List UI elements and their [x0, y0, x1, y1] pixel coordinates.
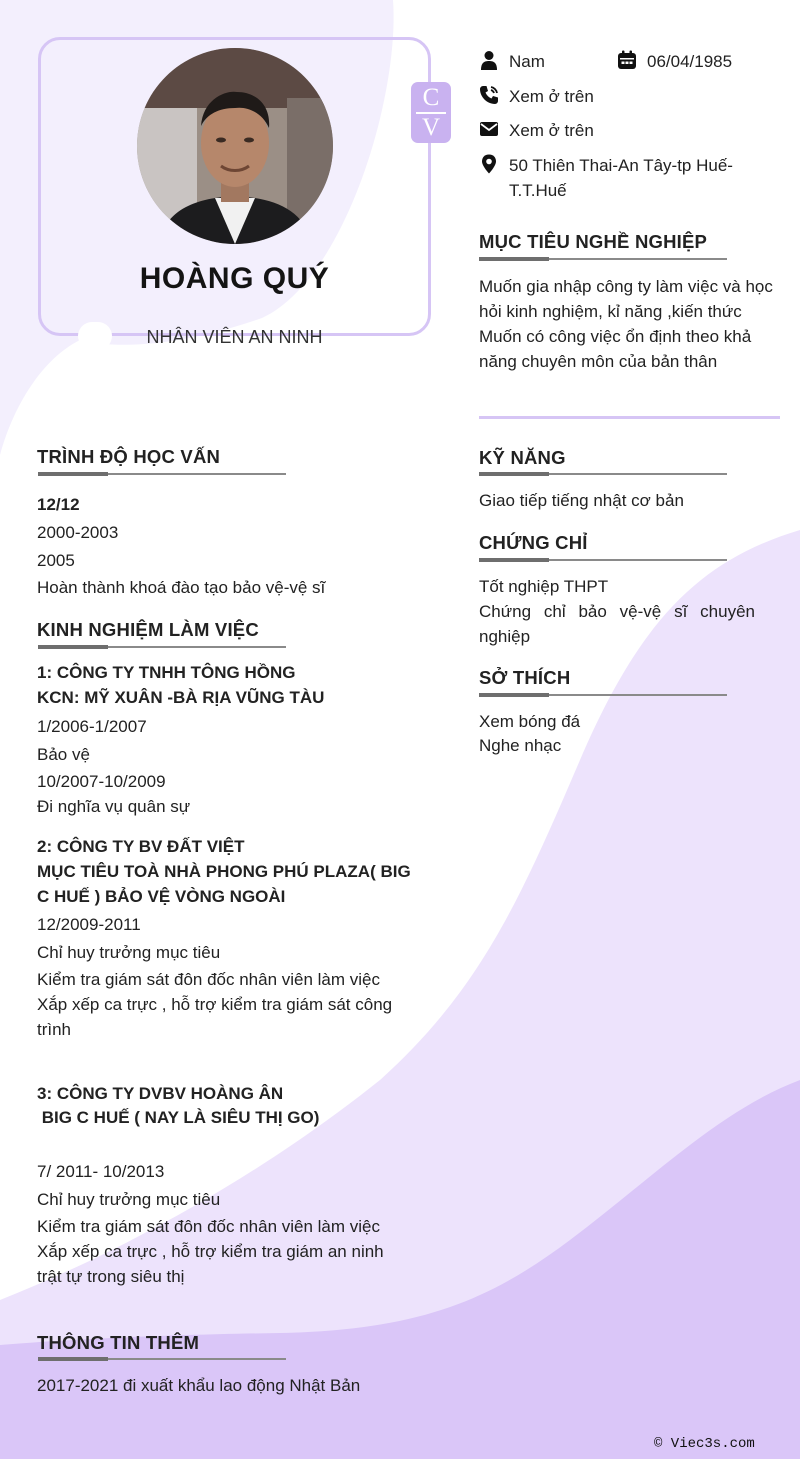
career-goal-heading: MỤC TIÊU NGHỀ NGHIỆP: [479, 231, 708, 252]
job3-duty-3: trật tự trong siêu thị: [37, 1267, 185, 1286]
watermark: © Viec3s.com: [654, 1436, 755, 1452]
phone-value: Xem ở trên: [509, 87, 594, 106]
email-icon: [478, 118, 500, 140]
gender-value: Nam: [509, 52, 545, 71]
job2-duty-1: Kiểm tra giám sát đôn đốc nhân viên làm việc: [37, 970, 381, 989]
education-level: 12/12: [37, 495, 80, 514]
education-period-2: 2005: [37, 551, 75, 570]
job1-period-b: 10/2007-10/2009: [37, 772, 166, 791]
contact-email: [478, 118, 594, 143]
job1-period-a: 1/2006-1/2007: [37, 717, 147, 736]
hobby-item-2: Nghe nhạc: [479, 736, 562, 755]
career-goal-line: hỏi kinh nghiệm, kỉ năng ,kiến thức: [479, 302, 742, 321]
job1-location: KCN: MỸ XUÂN -BÀ RỊA VŨNG TÀU: [37, 688, 325, 707]
additional-text: 2017-2021 đi xuất khẩu lao động Nhật Bản: [37, 1376, 361, 1395]
birthdate-value: 06/04/1985: [647, 52, 733, 71]
hobbies-rule: [479, 694, 727, 696]
additional-rule: [38, 1358, 286, 1360]
full-name: HOÀNG QUÝ: [139, 262, 330, 295]
job1-company: 1: CÔNG TY TNHH TÔNG HỒNG: [37, 663, 296, 682]
job2-role: Chỉ huy trưởng mục tiêu: [37, 943, 221, 962]
job2-company: 2: CÔNG TY BV ĐẤT VIỆT: [37, 837, 245, 856]
experience-heading: KINH NGHIỆM LÀM VIỆC: [37, 619, 259, 640]
job3-duty-2: Xắp xếp ca trực , hỗ trợ kiểm tra giám an ninh: [37, 1242, 384, 1261]
address-value: 50 Thiên Thai-An Tây-tp Huế-T.T.Huế: [509, 156, 733, 200]
map-pin-icon: [478, 153, 500, 175]
skills-rule: [479, 473, 727, 475]
job2-duty-3: trình: [37, 1020, 72, 1039]
career-goal-line: Muốn có công việc ổn định theo khả: [479, 327, 752, 346]
education-period-1: 2000-2003: [37, 523, 119, 542]
right-divider: [479, 416, 780, 419]
user-icon: [478, 49, 500, 71]
certificates-heading: CHỨNG CHỈ: [479, 532, 588, 553]
job1-role-b: Đi nghĩa vụ quân sự: [37, 797, 191, 816]
contact-phone: [478, 84, 594, 109]
calendar-icon: [616, 49, 638, 71]
job-title: NHÂN VIÊN AN NINH: [146, 327, 323, 347]
job2-duty-2: Xắp xếp ca trực , hỗ trợ kiểm tra giám sát công: [37, 995, 393, 1014]
avatar: [137, 48, 333, 244]
career-goal-line: năng chuyên môn của bản thân: [479, 352, 718, 371]
hobbies-heading: SỞ THÍCH: [479, 667, 571, 688]
experience-rule: [38, 646, 286, 648]
certificates-rule: [479, 559, 727, 561]
career-goal-text: [479, 274, 789, 374]
contact-address: [478, 153, 758, 203]
certificate-item-2: Chứng chỉ bảo vệ-vệ sĩ chuyên nghiệp: [479, 602, 755, 646]
contact-gender: [478, 49, 545, 74]
job2-location-2: C HUẾ ) BẢO VỆ VÒNG NGOÀI: [37, 887, 286, 906]
job3-role: Chỉ huy trưởng mục tiêu: [37, 1190, 221, 1209]
skills-text: Giao tiếp tiếng nhật cơ bản: [479, 491, 684, 510]
skills-heading: KỸ NĂNG: [479, 447, 566, 468]
education-detail: Hoàn thành khoá đào tạo bảo vệ-vệ sĩ: [37, 578, 326, 597]
cv-badge: [411, 82, 451, 143]
email-value: Xem ở trên: [509, 121, 594, 140]
cv-badge-c: C: [422, 84, 440, 111]
job1-role-a: Bảo vệ: [37, 745, 90, 764]
job2-location-1: MỤC TIÊU TOÀ NHÀ PHONG PHÚ PLAZA( BIG: [37, 862, 411, 881]
certificate-item-1: Tốt nghiệp THPT: [479, 577, 609, 596]
job2-period: 12/2009-2011: [37, 915, 141, 934]
contact-birthdate: [616, 49, 732, 74]
education-heading: TRÌNH ĐỘ HỌC VẤN: [37, 446, 221, 467]
job3-company: 3: CÔNG TY DVBV HOÀNG ÂN: [37, 1084, 284, 1103]
career-goal-rule: [479, 258, 727, 260]
job3-duty-1: Kiểm tra giám sát đôn đốc nhân viên làm việc: [37, 1217, 381, 1236]
phone-icon: [478, 84, 500, 106]
career-goal-line: Muốn gia nhập công ty làm việc và học: [479, 277, 773, 296]
hobby-item-1: Xem bóng đá: [479, 712, 581, 731]
additional-heading: THÔNG TIN THÊM: [37, 1332, 200, 1353]
cv-badge-v: V: [421, 114, 441, 141]
job3-location: BIG C HUẾ ( NAY LÀ SIÊU THỊ GO): [37, 1108, 320, 1127]
job3-period: 7/ 2011- 10/2013: [37, 1162, 165, 1181]
education-rule: [38, 473, 286, 475]
